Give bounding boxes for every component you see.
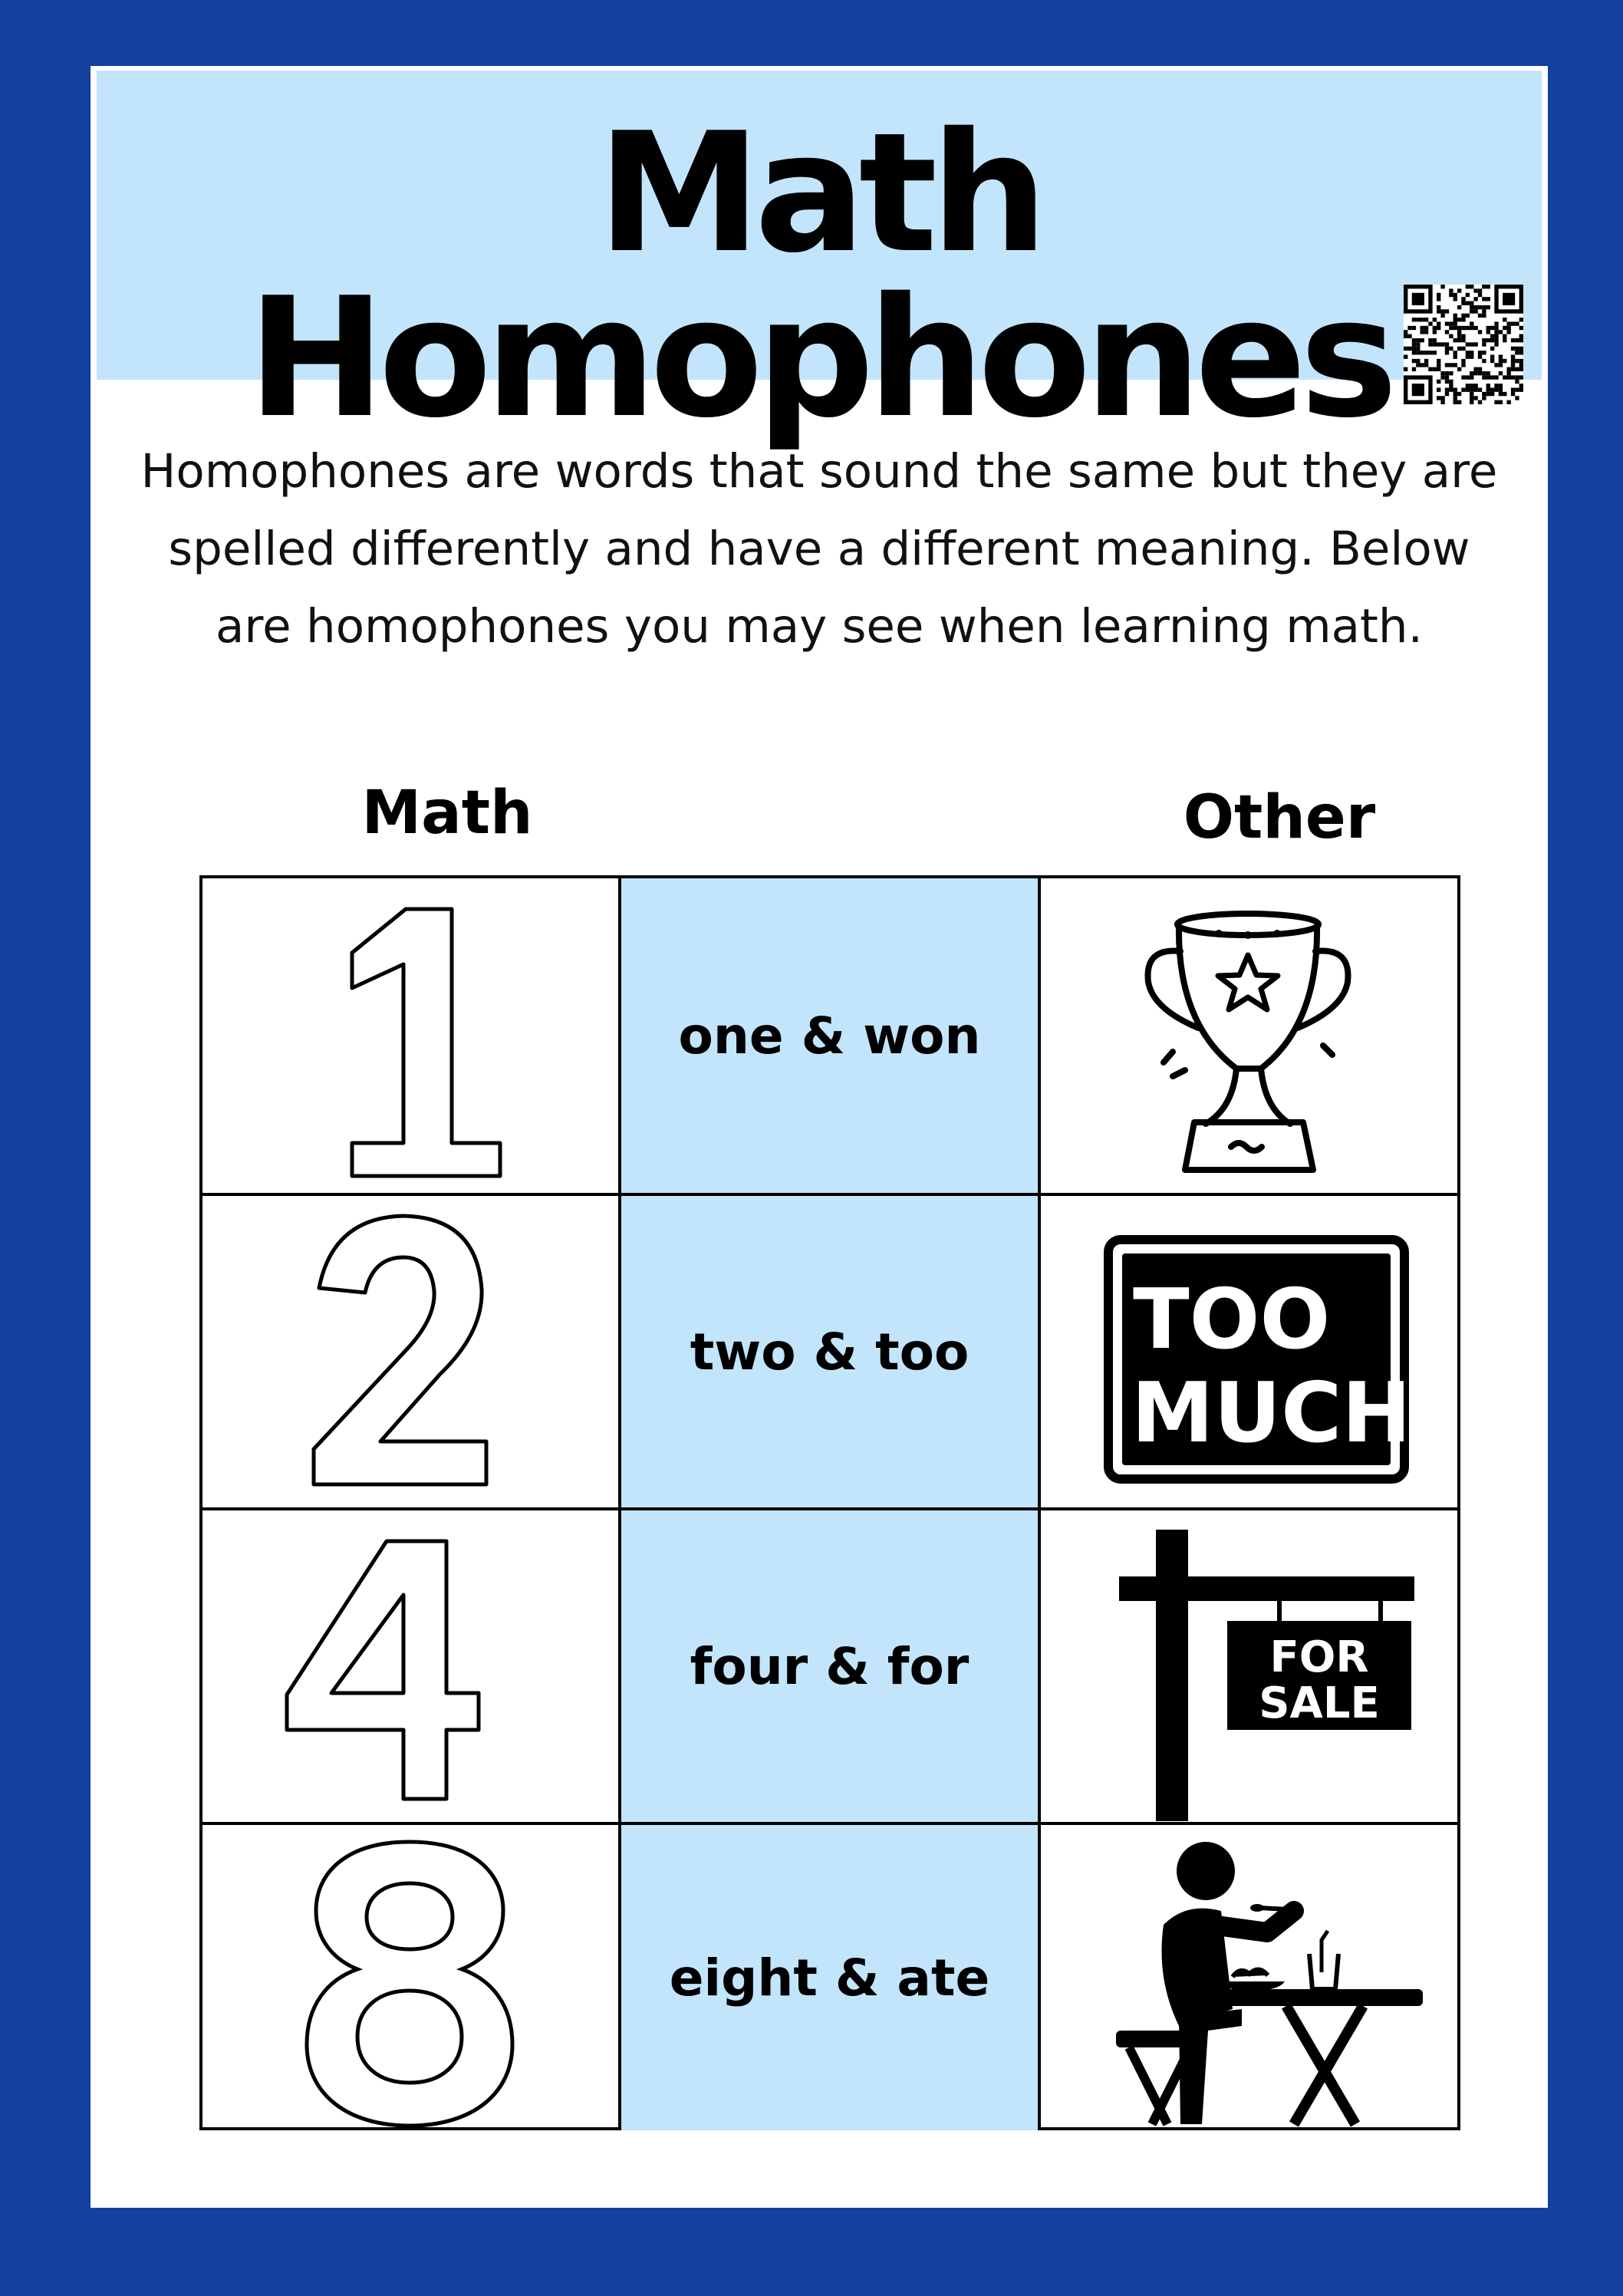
number-two-outline-icon	[202, 1196, 618, 1507]
trophy-icon	[1041, 878, 1457, 1193]
picture-cell	[1041, 1510, 1457, 1822]
picture-cell	[1041, 878, 1457, 1193]
homophone-pair: one & won	[678, 1006, 981, 1066]
intro-line: are homophones you may see when learning math.	[216, 599, 1423, 654]
intro-paragraph	[121, 433, 1517, 665]
page-title: Math Homophones	[247, 97, 1391, 454]
sign-line: FOR	[1269, 1632, 1369, 1682]
sign-line: SALE	[1259, 1678, 1380, 1728]
homophone-pair: eight & ate	[669, 1948, 990, 2008]
table-row	[202, 1507, 1457, 1822]
column-header-other: Other	[1183, 783, 1376, 852]
person-eating-icon	[1041, 1825, 1457, 2130]
qr-code-icon	[1404, 285, 1523, 404]
number-one-outline-icon	[202, 878, 618, 1193]
picture-cell	[1041, 1196, 1457, 1507]
number-cell	[202, 878, 621, 1193]
too-much-sign-icon	[1041, 1196, 1457, 1507]
sign-line: TOO	[1133, 1272, 1331, 1368]
number-cell	[202, 1825, 621, 2130]
intro-line: spelled differently and have a different meaning. Below	[168, 522, 1470, 576]
for-sale-sign-icon	[1041, 1510, 1457, 1822]
homophone-cell	[621, 1510, 1041, 1822]
number-eight-outline-icon	[202, 1825, 618, 2130]
homophone-cell	[621, 878, 1041, 1193]
homophone-cell	[621, 1196, 1041, 1507]
table-row	[202, 1822, 1457, 2130]
number-cell	[202, 1196, 621, 1507]
picture-cell	[1041, 1825, 1457, 2130]
homophone-pair: two & too	[690, 1322, 970, 1382]
intro-line: Homophones are words that sound the same but they are	[140, 444, 1498, 499]
column-header-math: Math	[361, 779, 533, 848]
table-row	[202, 878, 1457, 1193]
table-row	[202, 1193, 1457, 1507]
homophone-table	[199, 875, 1460, 2130]
number-four-outline-icon	[202, 1510, 618, 1822]
worksheet	[91, 66, 1548, 2208]
homophone-pair: four & for	[690, 1636, 970, 1696]
title-banner	[97, 71, 1542, 454]
number-cell	[202, 1510, 621, 1822]
sign-line: MUCH	[1131, 1365, 1411, 1461]
homophone-cell	[621, 1825, 1041, 2130]
